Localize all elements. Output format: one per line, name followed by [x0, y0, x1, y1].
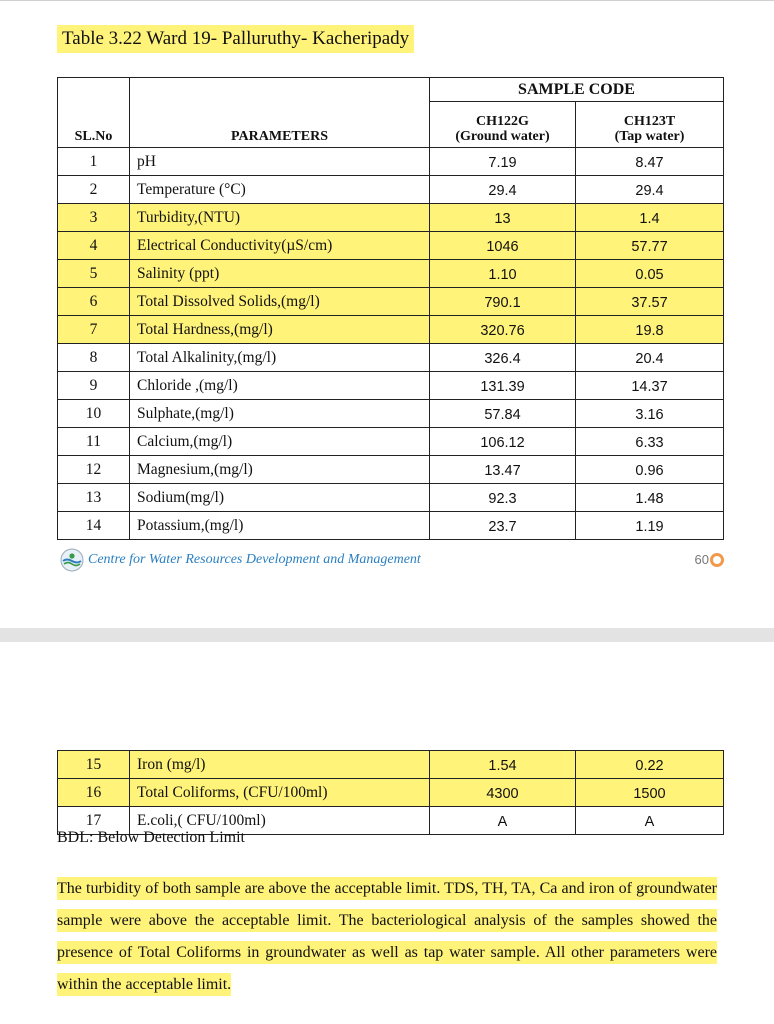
row-value-tapwater: 0.96 — [576, 456, 724, 484]
row-value-tapwater: 1.4 — [576, 204, 724, 232]
water-quality-table-continued — [57, 750, 724, 835]
row-slno: 6 — [58, 288, 130, 316]
row-slno: 16 — [58, 779, 130, 807]
row-value-tapwater: 20.4 — [576, 344, 724, 372]
table-row — [58, 204, 724, 232]
row-slno: 1 — [58, 148, 130, 176]
table-row — [58, 428, 724, 456]
row-value-groundwater: 790.1 — [430, 288, 576, 316]
row-parameter: Electrical Conductivity(µS/cm) — [130, 232, 430, 260]
row-slno: 5 — [58, 260, 130, 288]
row-parameter: pH — [130, 148, 430, 176]
row-parameter: Temperature (°C) — [130, 176, 430, 204]
table-title — [57, 25, 414, 53]
bdl-note: BDL: Below Detection Limit — [57, 829, 245, 846]
row-slno: 8 — [58, 344, 130, 372]
table-row — [58, 400, 724, 428]
row-slno: 15 — [58, 751, 130, 779]
row-value-tapwater: 19.8 — [576, 316, 724, 344]
row-value-groundwater: 1.10 — [430, 260, 576, 288]
row-value-groundwater: 13 — [430, 204, 576, 232]
row-parameter: Total Hardness,(mg/l) — [130, 316, 430, 344]
row-parameter: Sulphate,(mg/l) — [130, 400, 430, 428]
row-value-tapwater: 1500 — [576, 779, 724, 807]
row-slno: 13 — [58, 484, 130, 512]
table-row — [58, 372, 724, 400]
document-page-2 — [0, 642, 774, 1024]
header-parameters: PARAMETERS — [130, 78, 430, 148]
header-sample-2: CH123T (Tap water) — [576, 102, 724, 148]
row-value-groundwater: 1046 — [430, 232, 576, 260]
row-value-groundwater: 4300 — [430, 779, 576, 807]
row-value-groundwater: A — [430, 807, 576, 835]
summary-paragraph — [57, 873, 717, 1001]
header-slno: SL.No — [58, 78, 130, 148]
table-body-continued — [58, 751, 724, 835]
table-row — [58, 456, 724, 484]
row-value-groundwater: 7.19 — [430, 148, 576, 176]
row-value-tapwater: 14.37 — [576, 372, 724, 400]
cwrdm-logo-icon — [60, 548, 84, 572]
row-slno: 7 — [58, 316, 130, 344]
row-slno: 4 — [58, 232, 130, 260]
row-value-groundwater: 1.54 — [430, 751, 576, 779]
table-row — [58, 751, 724, 779]
row-parameter: Potassium,(mg/l) — [130, 512, 430, 540]
row-slno: 9 — [58, 372, 130, 400]
table-row — [58, 779, 724, 807]
header-sample-code: SAMPLE CODE — [430, 78, 724, 102]
row-value-groundwater: 92.3 — [430, 484, 576, 512]
row-value-tapwater: 3.16 — [576, 400, 724, 428]
title-place: Palluruthy — [221, 28, 302, 49]
water-quality-table — [57, 77, 724, 540]
table-row — [58, 260, 724, 288]
row-parameter: Salinity (ppt) — [130, 260, 430, 288]
row-slno: 14 — [58, 512, 130, 540]
table-row — [58, 148, 724, 176]
row-value-tapwater: 8.47 — [576, 148, 724, 176]
page-ring-icon — [710, 553, 724, 567]
row-value-groundwater: 326.4 — [430, 344, 576, 372]
table-body — [58, 148, 724, 540]
table-row — [58, 344, 724, 372]
row-parameter: Turbidity,(NTU) — [130, 204, 430, 232]
row-value-tapwater: A — [576, 807, 724, 835]
table-row — [58, 288, 724, 316]
title-suffix: - Kacheripady — [301, 28, 410, 49]
table-row — [58, 512, 724, 540]
header-sample-1: CH122G (Ground water) — [430, 102, 576, 148]
footer-org-name: Centre for Water Resources Development and Management — [88, 552, 421, 567]
row-value-groundwater: 106.12 — [430, 428, 576, 456]
row-value-tapwater: 6.33 — [576, 428, 724, 456]
page-footer — [60, 548, 724, 572]
row-value-tapwater: 29.4 — [576, 176, 724, 204]
page-separator — [0, 628, 774, 642]
row-parameter: Total Coliforms, (CFU/100ml) — [130, 779, 430, 807]
table-row — [58, 316, 724, 344]
row-parameter: E.coli,( CFU/100ml) — [130, 807, 430, 835]
row-value-groundwater: 320.76 — [430, 316, 576, 344]
row-parameter: Total Alkalinity,(mg/l) — [130, 344, 430, 372]
table-row — [58, 176, 724, 204]
row-slno: 11 — [58, 428, 130, 456]
row-parameter: Chloride ,(mg/l) — [130, 372, 430, 400]
table-row — [58, 232, 724, 260]
row-value-tapwater: 57.77 — [576, 232, 724, 260]
row-value-tapwater: 0.22 — [576, 751, 724, 779]
summary-text: The turbidity of both sample are above the acceptable limit. TDS, TH, TA, Ca and iron of groundwater sample were above the acceptable limit. The bacteriological analysis of the samples showed the presence of Total Coliforms in groundwater as well as tap water sample. All other parameters were within the acceptable limit. — [57, 877, 717, 996]
page-top-border — [0, 0, 774, 1]
row-slno: 17 — [58, 807, 130, 835]
row-value-tapwater: 1.48 — [576, 484, 724, 512]
row-value-groundwater: 57.84 — [430, 400, 576, 428]
row-parameter: Iron (mg/l) — [130, 751, 430, 779]
table-row — [58, 484, 724, 512]
page-number: 60 — [695, 552, 724, 567]
row-slno: 12 — [58, 456, 130, 484]
row-value-tapwater: 37.57 — [576, 288, 724, 316]
row-slno: 3 — [58, 204, 130, 232]
row-slno: 2 — [58, 176, 130, 204]
row-value-tapwater: 1.19 — [576, 512, 724, 540]
row-value-tapwater: 0.05 — [576, 260, 724, 288]
row-parameter: Calcium,(mg/l) — [130, 428, 430, 456]
row-parameter: Sodium(mg/l) — [130, 484, 430, 512]
title-prefix: Table 3.22 Ward 19- — [62, 28, 222, 49]
row-value-groundwater: 131.39 — [430, 372, 576, 400]
row-slno: 10 — [58, 400, 130, 428]
row-value-groundwater: 23.7 — [430, 512, 576, 540]
row-value-groundwater: 13.47 — [430, 456, 576, 484]
row-parameter: Total Dissolved Solids,(mg/l) — [130, 288, 430, 316]
row-value-groundwater: 29.4 — [430, 176, 576, 204]
row-parameter: Magnesium,(mg/l) — [130, 456, 430, 484]
